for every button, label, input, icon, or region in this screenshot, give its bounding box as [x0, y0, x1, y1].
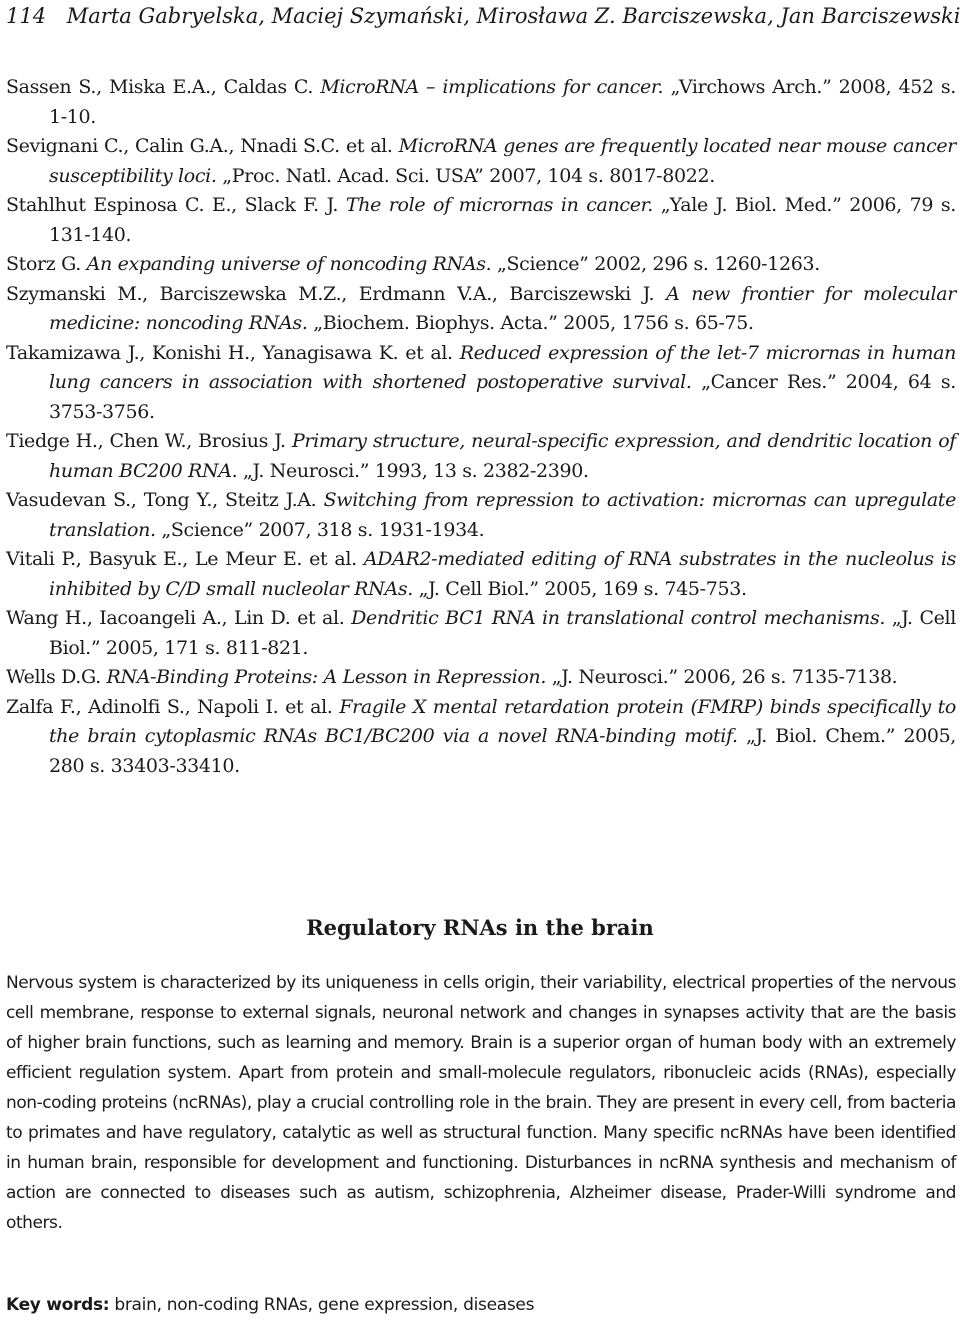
- reference-entry: [6, 545, 956, 604]
- reference-title: Switching from repression to activation: micrornas can upregulate translation.: [49, 489, 956, 541]
- reference-entry: [6, 427, 956, 486]
- reference-title: Primary structure, neural-specific expression, and dendritic location of human BC200 RNA.: [49, 430, 956, 482]
- reference-entry: [6, 486, 956, 545]
- reference-title: A new frontier for molecular medicine: noncoding RNAs.: [49, 282, 956, 334]
- reference-entry: [6, 604, 956, 663]
- abstract-text: Nervous system is characterized by its uniqueness in cells origin, their variability, electrical properties of the nervous cell membrane, response to external signals, neuronal network and changes in synapses activity that are the basis of higher brain functions, such as learning and memory. Brain is a superior organ of human body with an extremely efficient regulation system. Apart from protein and small-molecule regulators, ribonucleic acids (RNAs), especially non-coding proteins (ncRNAs), play a crucial controlling role in the brain. They are present in every cell, from bacteria to primates and have regulatory, catalytic as well as structural function. Many specific ncRNAs have been identified in human brain, responsible for development and functioning. Disturbances in ncRNA synthesis and mechanism of action are connected to diseases such as autism, schizophrenia, Alzheimer disease, Prader-Willi syndrome and others.: [6, 973, 956, 1233]
- reference-source: „Biochem. Biophys. Acta.” 2005, 1756 s. 65-75.: [313, 312, 754, 334]
- reference-source: „J. Neurosci.” 2006, 26 s. 7135-7138.: [551, 666, 898, 688]
- reference-authors: Wells D.G.: [6, 666, 101, 688]
- reference-authors: Stahlhut Espinosa C. E., Slack F. J.: [6, 194, 339, 216]
- reference-source: „Proc. Natl. Acad. Sci. USA” 2007, 104 s. 8017-8022.: [222, 164, 715, 187]
- keywords: [6, 1290, 956, 1320]
- reference-list: [6, 73, 956, 781]
- reference-source: „Yale J. Biol. Med.” 2006, 79 s. 131-140.: [49, 194, 956, 246]
- reference-authors: Vasudevan S., Tong Y., Steitz J.A.: [6, 489, 317, 511]
- reference-title: MicroRNA genes are frequently located near mouse cancer susceptibility loci.: [49, 135, 956, 187]
- reference-title: RNA-Binding Proteins: A Lesson in Repression.: [106, 666, 547, 688]
- reference-title: The role of micrornas in cancer.: [345, 194, 653, 216]
- reference-entry: [6, 73, 956, 132]
- reference-entry: [6, 132, 956, 191]
- reference-authors: Takamizawa J., Konishi H., Yanagisawa K. et al.: [6, 341, 453, 364]
- reference-entry: [6, 250, 956, 280]
- running-head-authors: Marta Gabryelska, Maciej Szymański, Mirosława Z. Barciszewska, Jan Barciszewski: [66, 4, 960, 28]
- reference-source: „J. Neurosci.” 1993, 13 s. 2382-2390.: [243, 459, 589, 482]
- page-number: 114: [6, 4, 47, 28]
- reference-source: „Science” 2002, 296 s. 1260-1263.: [497, 253, 820, 275]
- reference-title: ADAR2-mediated editing of RNA substrates in the nucleolus is inhibited by C/D small nucleolar RNAs.: [49, 548, 956, 600]
- reference-source: „Science” 2007, 318 s. 1931-1934.: [161, 518, 485, 541]
- reference-source: „J. Cell Biol.” 2005, 169 s. 745-753.: [418, 577, 747, 600]
- reference-entry: [6, 693, 956, 782]
- reference-title: Fragile X mental retardation protein (FMRP) binds specifically to the brain cytoplasmic RNAs BC1/BC200 via a novel RNA-binding motif.: [49, 695, 956, 747]
- reference-authors: Tiedge H., Chen W., Brosius J.: [6, 430, 286, 452]
- running-head: [6, 2, 960, 30]
- reference-title: Dendritic BC1 RNA in translational control mechanisms.: [351, 607, 886, 629]
- reference-authors: Sassen S., Miska E.A., Caldas C.: [6, 76, 314, 98]
- reference-authors: Vitali P., Basyuk E., Le Meur E. et al.: [6, 548, 357, 570]
- reference-authors: Szymanski M., Barciszewska M.Z., Erdmann V.A., Barciszewski J.: [6, 282, 655, 305]
- reference-source: „Virchows Arch.” 2008, 452 s. 1-10.: [49, 76, 956, 128]
- reference-authors: Sevignani C., Calin G.A., Nnadi S.C. et al.: [6, 135, 393, 157]
- reference-authors: Storz G.: [6, 253, 81, 275]
- keywords-list: brain, non-coding RNAs, gene expression, diseases: [114, 1295, 535, 1315]
- reference-authors: Wang H., Iacoangeli A., Lin D. et al.: [6, 607, 345, 629]
- reference-entry: [6, 280, 956, 339]
- reference-entry: [6, 663, 956, 693]
- reference-source: „Cancer Res.” 2004, 64 s. 3753-3756.: [49, 371, 956, 423]
- reference-entry: [6, 339, 956, 428]
- reference-title: MicroRNA – implications for cancer.: [320, 76, 664, 98]
- reference-authors: Zalfa F., Adinolfi S., Napoli I. et al.: [6, 695, 333, 718]
- section-title: Regulatory RNAs in the brain: [306, 915, 654, 940]
- reference-source: „J. Cell Biol.” 2005, 171 s. 811-821.: [49, 607, 956, 659]
- keywords-label: Key words:: [6, 1295, 110, 1315]
- reference-title: Reduced expression of the let-7 micrornas in human lung cancers in association with shortened postoperative survival.: [49, 341, 956, 393]
- reference-entry: [6, 191, 956, 250]
- reference-title: An expanding universe of noncoding RNAs.: [86, 253, 492, 275]
- reference-source: „J. Biol. Chem.” 2005, 280 s. 33403-33410.: [49, 725, 957, 777]
